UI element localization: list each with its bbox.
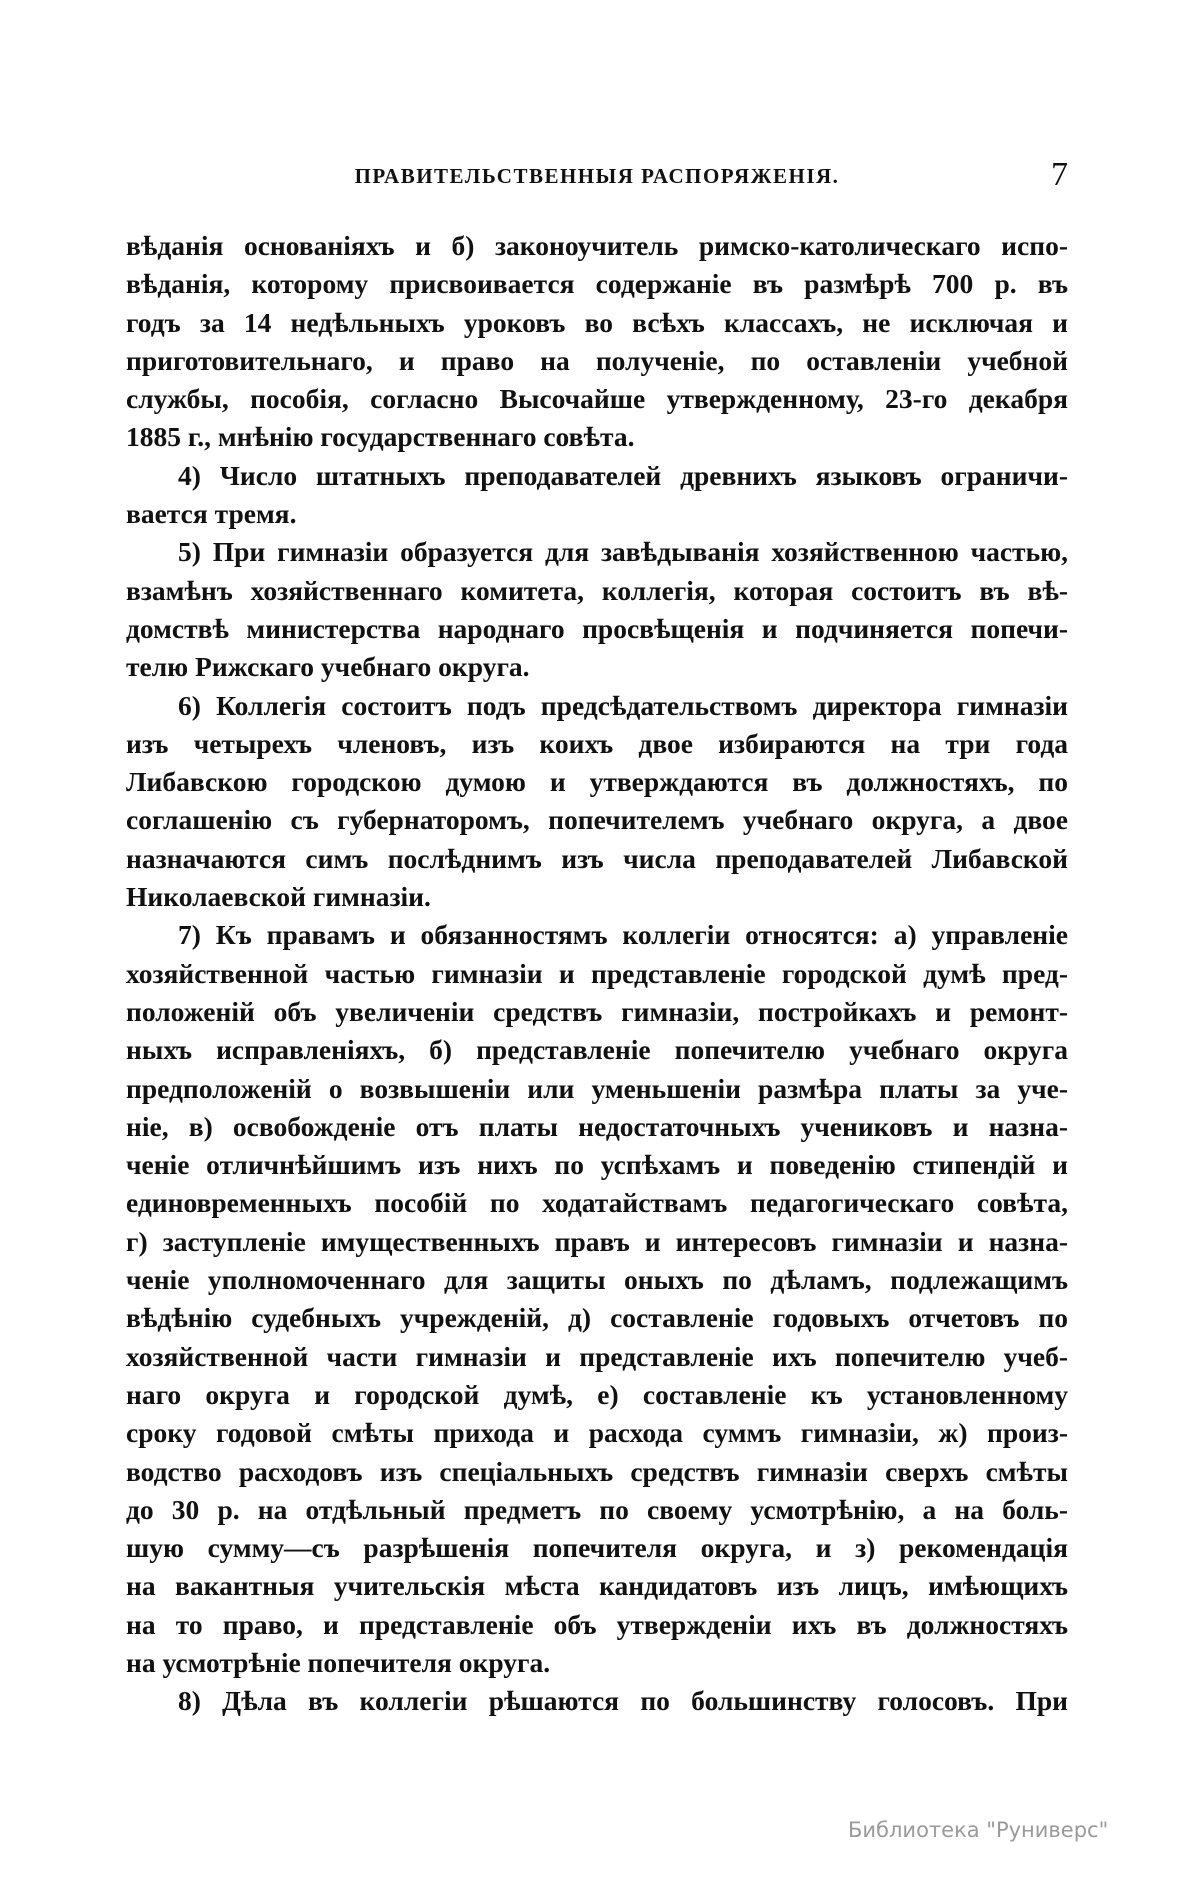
text-line: службы, пособія, согласно Высочайше утвержденному, 23-го декабря [126, 383, 1068, 415]
text-line: соглашенію съ губернаторомъ, попечителемъ учебнаго округа, а двое [126, 804, 1068, 836]
text-line: предположеній о возвышеніи или уменьшеніи размѣра платы за уче- [126, 1072, 1068, 1104]
text-line: г) заступленіе имущественныхъ правъ и интересовъ гимназіи и назна- [126, 1225, 1068, 1257]
text-line: вѣданія основаніяхъ и б) законоучитель римско-католическаго испо- [126, 230, 1068, 261]
text-line: ніе, в) освобожденіе отъ платы недостаточныхъ учениковъ и назна- [126, 1110, 1068, 1142]
text-line: наго округа и городской думѣ, е) составленіе къ установленному [126, 1378, 1068, 1410]
text-line: до 30 р. на отдѣльный предметъ по своему усмотрѣнію, а на боль- [126, 1493, 1068, 1525]
text-line: 1885 г., мнѣнію государственнаго совѣта. [126, 421, 635, 453]
text-line: хозяйственной части гимназіи и представленіе ихъ попечителю учеб- [126, 1340, 1068, 1372]
text-line: единовременныхъ пособій по ходатайствамъ педагогическаго совѣта, [126, 1187, 1068, 1219]
text-line: Николаевской гимназіи. [126, 881, 431, 913]
body-text [126, 227, 1068, 1721]
text-line: приготовительнаго, и право на полученіе, по оставленіи учебной [126, 344, 1068, 376]
text-line: вается тремя. [126, 498, 297, 530]
text-line: 5) При гимназіи образуется для завѣдыванія хозяйственною частью, [178, 536, 1068, 568]
text-line: телю Рижскаго учебнаго округа. [126, 651, 530, 683]
text-line: на усмотрѣніе попечителя округа. [126, 1646, 551, 1678]
text-line: водство расходовъ изъ спеціальныхъ средствъ гимназіи сверхъ смѣты [126, 1455, 1068, 1487]
page-number: 7 [1051, 156, 1068, 193]
library-watermark: Библиотека "Руниверс" [848, 1818, 1109, 1842]
text-line: 4) Число штатныхъ преподавателей древнихъ языковъ ограничи- [178, 459, 1068, 491]
text-line: сроку годовой смѣты прихода и расхода суммъ гимназіи, ж) произ- [126, 1417, 1068, 1449]
text-line: на то право, и представленіе объ утвержденіи ихъ въ должностяхъ [126, 1608, 1068, 1640]
text-line: шую сумму—съ разрѣшенія попечителя округа, и з) рекомендація [126, 1532, 1068, 1564]
text-line: ченіе отличнѣйшимъ изъ нихъ по успѣхамъ и поведенію стипендій и [126, 1149, 1068, 1181]
text-line: годъ за 14 недѣльныхъ уроковъ во всѣхъ классахъ, не исключая и [126, 306, 1068, 338]
text-line: вѣдѣнію судебныхъ учрежденій, д) составленіе годовыхъ отчетовъ по [126, 1302, 1068, 1334]
running-header [126, 156, 1068, 194]
running-header-title: ПРАВИТЕЛЬСТВЕННЫЯ РАСПОРЯЖЕНІЯ. [354, 164, 840, 188]
text-line: ныхъ исправленіяхъ, б) представленіе попечителю учебнаго округа [126, 1034, 1068, 1066]
text-line: 6) Коллегія состоитъ подъ предсѣдательствомъ директора гимназіи [178, 689, 1068, 721]
text-line: на вакантныя учительскія мѣста кандидатовъ изъ лицъ, имѣющихъ [126, 1570, 1068, 1602]
text-line: вѣданія, которому присвоивается содержаніе въ размѣрѣ 700 р. въ [126, 268, 1068, 300]
text-line: назначаются симъ послѣднимъ изъ числа преподавателей Либавской [126, 842, 1068, 874]
text-line: изъ четырехъ членовъ, изъ коихъ двое избираются на три года [126, 727, 1068, 759]
text-line: хозяйственной частью гимназіи и представленіе городской думѣ пред- [126, 957, 1068, 989]
text-line: Либавскою городскою думою и утверждаются въ должностяхъ, по [126, 766, 1068, 798]
text-line: ченіе уполномоченнаго для защиты оныхъ по дѣламъ, подлежащимъ [126, 1264, 1068, 1296]
text-line: 7) Къ правамъ и обязанностямъ коллегіи относятся: а) управленіе [178, 919, 1068, 951]
text-line: домствѣ министерства народнаго просвѣщенія и подчиняется попечи- [126, 612, 1068, 644]
text-line: положеній объ увеличеніи средствъ гимназіи, постройкахъ и ремонт- [126, 995, 1068, 1027]
text-line: 8) Дѣла въ коллегіи рѣшаются по большинству голосовъ. При [178, 1685, 1068, 1717]
text-line: взамѣнъ хозяйственнаго комитета, коллегія, которая состоитъ въ вѣ- [126, 574, 1068, 606]
